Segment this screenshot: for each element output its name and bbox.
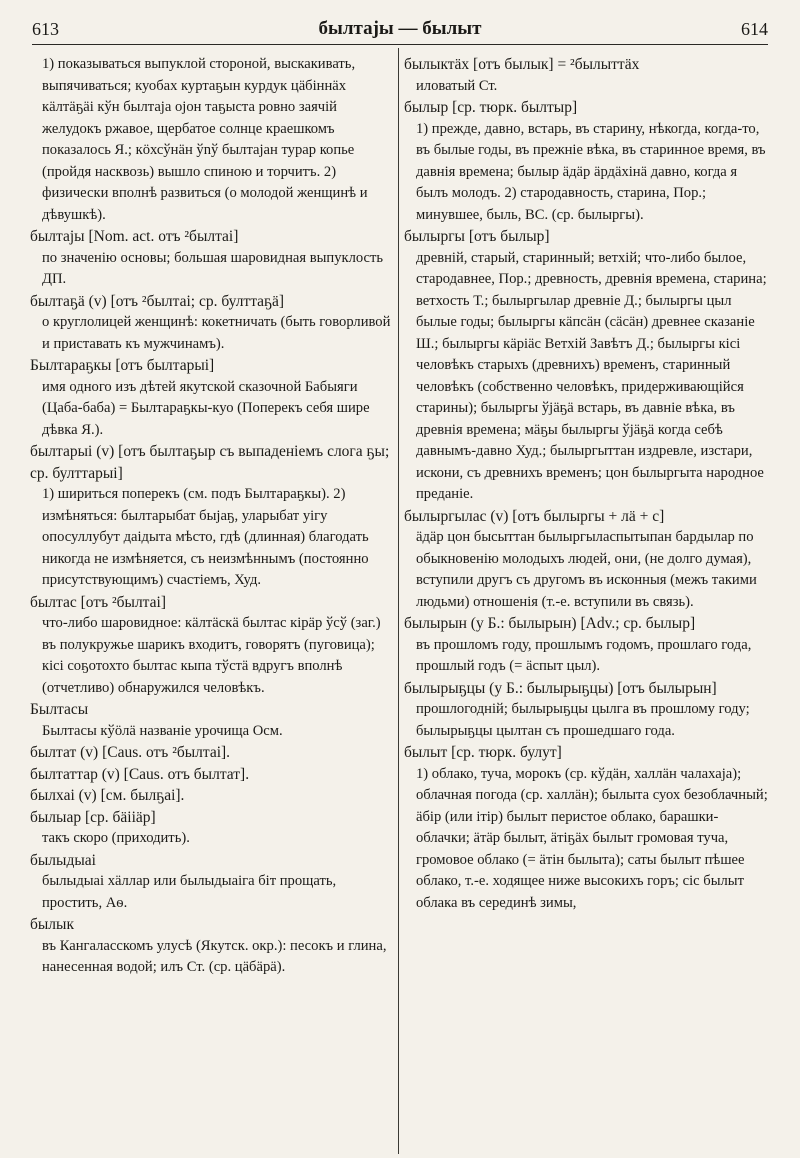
entry-headword: былык <box>30 916 74 933</box>
dictionary-entry <box>30 850 397 915</box>
entry-headword: былыр [ср. тюрк. былтыр] <box>404 99 578 116</box>
entry-headword: былыктäх [отъ былык] = ²былыттäх <box>404 56 640 73</box>
entry-headword: былыргы [отъ былыр] <box>404 228 550 245</box>
entry-definition: въ Кангаласскомъ улусѣ (Якутск. окр.): песокъ и глина, нанесенная водой; илъ Ст. (ср. цäбäрä). <box>42 937 387 975</box>
entry-headword: Былтараҕкы [отъ былтарыі] <box>30 357 215 374</box>
entry-definition: такъ скоро (приходить). <box>42 830 190 846</box>
entry-definition: что-либо шаровидное: кäлтäскä былтас кiрäр ўсў (заг.) въ полукружье шарикъ входитъ, говорятъ (пуговица); кiсi соҕотохто былтас кыпа тўстä вдругъ вполнѣ (отчетливо) обнаружился человѣкъ. <box>42 615 381 696</box>
dictionary-entry <box>30 592 397 700</box>
entry-headword: былырын (у Б.: былырын) [Adv.; ср. былыр] <box>404 615 696 632</box>
entry-definition: имя одного изъ дѣтей якутской сказочной Бабыяги (Цаба-баба) = Былтараҕкы-куо (Поперекъ себя шире дѣвка Я.). <box>42 378 370 438</box>
entry-headword: Былтасы <box>30 701 89 718</box>
right-column <box>404 54 771 1154</box>
entry-definition: иловатый Ст. <box>416 77 498 94</box>
dictionary-entry <box>404 506 771 614</box>
entry-definition: прошлогодній; былырыҕцы цылга въ прошлому году; былырыҕцы цылтан съ прошедшаго года. <box>416 701 750 739</box>
dictionary-entry <box>404 678 771 743</box>
dictionary-entry <box>30 355 397 441</box>
entry-definition: о круглолицей женщинѣ: кокетничать (быть говорливой и приставать къ мужчинамъ). <box>42 314 391 352</box>
dictionary-entry <box>30 699 397 742</box>
entry-definition: 1) показываться выпуклой стороной, выскакивать, выпячиваться; куобах куртаҕын курдук цäбiннäх кäлтäҕäi кўн былтаjа ојон таҕыста ровно заячій желудокъ ржавое, щербатое солнце краешкомъ показалось Я.; кöхсўнäн ўnў былтаjан турар копье (пройдя насквозь) вышло спиною и торчитъ. 2) физически вполнѣ развиться (о молодой женщинѣ и дѣвушкѣ). <box>42 56 368 223</box>
entry-definition: Былтасы кўöлä названіе урочища Осм. <box>42 722 283 739</box>
entry-headword: былырыҕцы (у Б.: былырыҕцы) [отъ былырын] <box>404 679 717 697</box>
dictionary-entry <box>404 226 771 506</box>
entry-headword: былыт [ср. тюрк. булут] <box>404 744 562 761</box>
left-column <box>30 54 397 1154</box>
entry-headword: былхаі (v) [см. былҕаі]. <box>30 787 185 804</box>
dictionary-entry <box>404 613 771 678</box>
dictionary-entry <box>404 97 771 226</box>
dictionary-entry <box>30 764 397 786</box>
dictionary-entry <box>30 291 397 356</box>
entry-headword: былыар [ср. бäiiäр] <box>30 808 156 826</box>
entry-definition: въ прошломъ году, прошлымъ годомъ, прошлаго года, прошлый годъ (= äспыт цыл). <box>416 636 752 674</box>
dictionary-entry <box>404 742 771 914</box>
running-title: былтаjы — былыт <box>318 18 482 39</box>
dictionary-entry <box>30 914 397 979</box>
entry-definition: былыдыаі хäллар или былыдыаiга бiт прощать, простить, Аѳ. <box>42 873 337 911</box>
dictionary-entry <box>404 54 771 97</box>
entry-definition: 1) прежде, давно, встарь, въ старину, нѣкогда, когда-то, въ былые годы, въ прежніе вѣка, въ старинное время, въ давнія времена; былыр äдäр äрдäхiнä давно, когда я былъ молодъ. 2) стародавность, старина, Пор.; минувшее, быль, ВС. (ср. былыргы). <box>416 120 766 223</box>
dictionary-entry <box>30 54 397 226</box>
entry-definition: древній, старый, старинный; ветхій; что-либо былое, стародавнее, Пор.; древность, древнія времена, старина; ветхость Т.; былыргылар древніе Д.; былыргы цыл былые годы; былыргы кäпсäн (сäсäн) древнее сказаніе Ш.; былыргы кäрiäс Ветхій Завѣтъ Д.; былыргы кiсi человѣкъ старыхъ (древнихъ) временъ, старинный человѣкъ (собственно человѣкъ, придерживающійся старины); былыргы ўjäҕä встарь, въ давніе вѣка, въ древнія времена; мäҕы былыргы ўjäҕä когда себѣ давнымъ-давно Худ.; былыргыттан издревле, изстари, искони, съ древнихъ временъ; цон былыргыта народное преданіе. <box>416 249 767 502</box>
entry-headword: былыргылас (v) [отъ былыргы + лä + с] <box>404 507 665 525</box>
page-number-left: 613 <box>32 18 59 39</box>
dictionary-entry <box>30 807 397 850</box>
entry-definition: 1) шириться поперекъ (см. подъ Былтараҕкы). 2) измѣняться: былтарыбат быјаҕ, уларыбат уiгу опосуллубут даiдыта мѣсто, гдѣ (длинная) благодать никогда не измѣняется, съ неизмѣннымъ (постоянно присутствующимъ) счастіемъ, Худ. <box>42 486 369 588</box>
entry-definition: äдäр цон бысыттан былыргыласпытыпан бардылар по обыкновенію молодыхъ людей, они, (не долго думая), вступили другъ съ другомъ въ исконныя (межъ такими людьми) отношенія (т.-е. вступили въ связь). <box>416 529 757 610</box>
entry-headword: былтат (v) [Caus. отъ ²былтаі]. <box>30 744 231 761</box>
page-number-right: 614 <box>740 18 768 39</box>
dictionary-entry <box>30 785 397 807</box>
entry-headword: былтарыі (v) [отъ былтаҕыр съ выпаденіемъ слога ҕы; ср. булттарыі] <box>30 443 390 482</box>
entry-definition: 1) облако, туча, морокъ (ср. кўдäн, халлäн чалахаjа); облачная погода (ср. халлäн); былыта суох безоблачный; äбiр (или iтiр) былыт перистое облако, барашки-облачки; äтäр былыт, äтiҕäх былыт громовая туча, громовое облако (= äтiн былыта); саты былыт пѣшее облако, т.-е. ходящее ниже высокихъ горъ; сiс былыт облака въ серединѣ зимы, <box>416 765 768 911</box>
column-divider <box>398 48 399 1154</box>
entry-headword: былыдыаі <box>30 851 96 869</box>
entry-headword: былтаттар (v) [Caus. отъ былтат]. <box>30 765 250 783</box>
entry-headword: былтас [отъ ²былтаі] <box>30 593 166 611</box>
dictionary-entry <box>30 742 397 764</box>
entry-headword: былтаҕä (v) [отъ ²былтаі; ср. булттаҕä] <box>30 292 285 310</box>
dictionary-entry <box>30 226 397 291</box>
entry-headword: былтаjы [Nom. act. отъ ²былтаі] <box>30 228 239 245</box>
entry-definition: по значенію основы; большая шаровидная выпуклость ДП. <box>42 249 384 287</box>
page-header <box>32 14 768 45</box>
dictionary-entry <box>30 441 397 592</box>
